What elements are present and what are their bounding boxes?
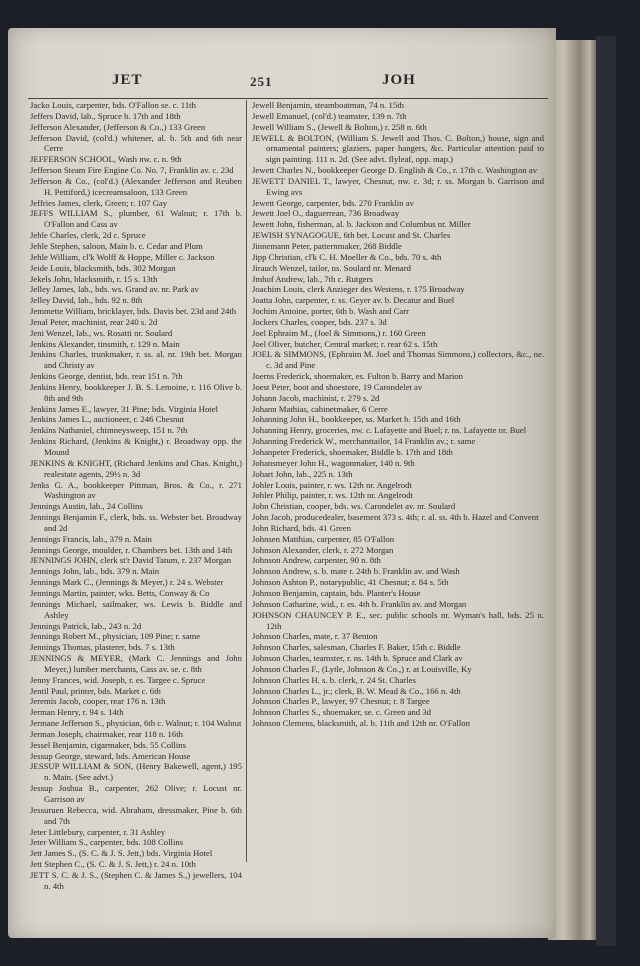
directory-entry: Jennings John, lab., bds. 379 n. Main bbox=[30, 566, 160, 577]
directory-entry: Jennings George, moulder, r. Chambers bet. 13th and 14th bbox=[30, 544, 233, 555]
directory-entry: Jennings Michael, sailmaker, ws. Lewis b. Biddle and Ashley bbox=[30, 598, 242, 620]
directory-entry: Jennings Austin, lab., 24 Collins bbox=[30, 501, 143, 512]
directory-entry: Jipp Christian, cl'k C. H. Moeller & Co., bds. 70 s. 4th bbox=[252, 251, 442, 262]
directory-entry: Johnson Charles, teamster, r. ns. 14th b. Spruce and Clark av bbox=[252, 653, 463, 664]
directory-entry: JEWISH SYNAGOGUE, 6th bet. Locust and St. Charles bbox=[252, 230, 451, 241]
directory-entry: Jenkins Nathaniel, chimneysweep, 151 n. 7th bbox=[30, 425, 188, 436]
directory-entry: JEWETT DANIEL T., lawyer, Chesnut, nw. c. 3d; r. ss. Morgan b. Garrison and Ewing avs bbox=[252, 175, 544, 197]
directory-entry: Jacko Louis, carpenter, bds. O'Fallon se. c. 11th bbox=[30, 100, 196, 110]
directory-entry: Jefferson Alexander, (Jefferson & Co.,) 133 Green bbox=[30, 121, 206, 132]
directory-entry: Johnson Andrew, carpenter, 90 n. 8th bbox=[252, 555, 381, 566]
directory-entry: Jennings Patrick, lab., 243 n. 2d bbox=[30, 620, 142, 631]
directory-entry: Jennings Mark C., (Jennings & Meyer,) r. 24 s. Webster bbox=[30, 577, 224, 588]
directory-entry: Jelley David, lab., bds. 92 n. 8th bbox=[30, 295, 143, 306]
directory-entry: Johann Jacob, machinist, r. 279 s. 2d bbox=[252, 392, 380, 403]
directory-entry: Jennings Martin, painter, wks. Betts, Conway & Co bbox=[30, 587, 210, 598]
running-head-right: JOH bbox=[382, 72, 416, 88]
directory-entry: Jessuruen Rebecca, wid. Abraham, dressmaker, Pine b. 6th and 7th bbox=[30, 804, 242, 826]
directory-entry: Jewett George, carpenter, bds. 270 Franklin av bbox=[252, 197, 414, 208]
directory-entry: Jehle Charles, clerk, 2d c. Spruce bbox=[30, 230, 146, 241]
directory-entry: Jewell Emanuel, (col'd.) teamster, 139 n. 7th bbox=[252, 110, 407, 121]
directory-entry: Jewett Joel O., daguerrean, 736 Broadway bbox=[252, 208, 400, 219]
directory-entry: Jewett Charles N., bookkeeper George D. English & Co., r. 17th c. Washington av bbox=[252, 165, 538, 176]
directory-entry: Johart John, lab., 225 n. 13th bbox=[252, 468, 353, 479]
directory-entry: Jenks G. A., bookkeeper Pittman, Bros. & Co., r. 271 Washington av bbox=[30, 479, 242, 501]
directory-entry: Jockers Charles, cooper, bds. 237 s. 3d bbox=[252, 316, 387, 327]
directory-entry: Jessup Joshua B., carpenter, 262 Olive; r. Locust nr. Garrison av bbox=[30, 783, 242, 804]
directory-entry: JEWELL & BOLTON, (William S. Jewell and Thos. C. Bolton,) house, sign and ornamental painters; glaziers, paper hangers, &c. Particular attention paid to sign painting. 111 n. 2d. (See advt. flyleaf, opp. map.) bbox=[252, 132, 544, 165]
directory-entry: Jett Stephen C., (S. C. & J. S. Jett,) r. 24 n. 10th bbox=[30, 859, 196, 870]
page-number: 251 bbox=[250, 74, 273, 89]
directory-entry: Jefferson Steam Fire Engine Co. No. 7, Franklin av. c. 23d bbox=[30, 165, 234, 176]
directory-entry: Jewell Benjamin, steamboatman, 74 n. 15th bbox=[252, 100, 405, 110]
directory-entry: Jessel Benjamin, cigarmaker, bds. 55 Collins bbox=[30, 739, 187, 750]
directory-entry: JENNINGS & MEYER, (Mark C. Jennings and John Meyer,) lumber merchants, Cass av. se. c. 8th bbox=[30, 653, 242, 674]
directory-entry: Jenal Peter, machinist, rear 240 s. 2d bbox=[30, 316, 158, 327]
directory-entry: Jewett John, fisherman, al. b. Jackson and Columbus nr. Miller bbox=[252, 219, 471, 230]
directory-entry: Joel Oliver, butcher, Central market; r. rear 62 s. 15th bbox=[252, 338, 438, 349]
directory-entry: Jennings Francis, lab., 379 n. Main bbox=[30, 533, 152, 544]
directory-entry: Joatta John, carpenter, r. ss. Geyer av. b. Decatur and Buel bbox=[252, 295, 455, 306]
book-cover bbox=[596, 36, 616, 946]
directory-entry: Johanpeter Frederick, shoemaker, Biddle b. 17th and 18th bbox=[252, 447, 453, 457]
directory-entry: Johnson Charles, mate, r. 37 Benton bbox=[252, 631, 378, 642]
directory-entry: Jerman Henry, r. 94 s. 14th bbox=[30, 707, 124, 718]
directory-entry: JENNINGS JOHN, clerk st'r David Tatum, r. 237 Morgan bbox=[30, 555, 232, 566]
directory-entry: Jewell William S., (Jewell & Bolton,) r. 258 n. 6th bbox=[252, 121, 427, 132]
directory-entry: Jelley James, lab., bds. ws. Grand av. nr. Park av bbox=[30, 284, 199, 295]
directory-entry: Jenkins Richard, (Jenkins & Knight,) r. Broadway opp. the Mound bbox=[30, 436, 242, 457]
directory-entry: Jekels John, blacksmith, r. 15 s. 13th bbox=[30, 273, 158, 284]
directory-entry: Johnson Ashton P., notarypublic, 41 Chesnut; r. 84 s. 5th bbox=[252, 577, 449, 588]
directory-entry: Jinnemann Peter, patternmaker, 268 Biddle bbox=[252, 240, 402, 251]
directory-entry: Johnson Alexander, clerk, r. 272 Morgan bbox=[252, 544, 394, 555]
directory-entry: Jehle William, cl'k Wolff & Hoppe, Miller c. Jackson bbox=[30, 251, 215, 262]
directory-entry: Jochim Antoine, porter, 6th b. Wash and Carr bbox=[252, 306, 410, 317]
directory-entry: JENKINS & KNIGHT, (Richard Jenkins and Chas. Knight,) realestate agents, 29½ n. 3d bbox=[30, 457, 242, 479]
directory-entry: Jehle Stephen, saloon, Main b. c. Cedar and Plum bbox=[30, 240, 203, 251]
directory-entry: Johnson Catharine, wid., r. es. 4th b. Franklin av. and Morgan bbox=[252, 598, 467, 609]
directory-entry: John Jacob, producedealer, basement 373 s. 4th; r. al. ss. 4th b. Hazel and Convent bbox=[252, 512, 539, 523]
directory-entry: John Christian, cooper, bds. ws. Carondelet av. nr. Soulard bbox=[252, 501, 456, 512]
directory-entry: Jentil Paul, printer, bds. Market c. 6th bbox=[30, 685, 161, 696]
directory-entry: Jermane Jefferson S., physician, 6th c. Walnut; r. 104 Walnut bbox=[30, 718, 242, 729]
directory-entry: Jenkins Henry, bookkeeper J. B. S. Lemoine, r. 116 Olive b. 8th and 9th bbox=[30, 381, 242, 403]
directory-entry: Jett James S., (S. C. & J. S. Jett,) bds. Virginia Hotel bbox=[30, 848, 213, 859]
directory-entry: Jennings Thomas, plasterer, bds. 7 s. 13th bbox=[30, 642, 175, 653]
running-head-left: JET bbox=[112, 72, 143, 88]
directory-entry: Johanning John H., bookkeeper, ss. Market b. 15th and 16th bbox=[252, 414, 461, 425]
directory-entry: JOEL & SIMMONS, (Ephraim M. Joel and Thomas Simmons,) collectors, &c., ne. c. 3d and Pine bbox=[252, 349, 544, 371]
directory-entry: Jenkins James L., auctioneer, r. 246 Chesnut bbox=[30, 414, 185, 425]
directory-entry: Joachim Louis, clerk Anzieger des Westens, r. 175 Broadway bbox=[252, 284, 465, 295]
header-rule bbox=[28, 98, 548, 99]
directory-entry: Jeter Littlebury, carpenter, r. 31 Ashley bbox=[30, 826, 166, 837]
directory-entry: Jennings Benjamin F., clerk, bds. ss. Webster bet. Broadway and 2d bbox=[30, 512, 242, 533]
directory-entry: Jeide Louis, blacksmith, bds. 302 Morgan bbox=[30, 262, 176, 273]
directory-entry: JOHNSON CHAUNCEY P. E., sec. public schools nr. Wyman's hall, bds. 25 n. 12th bbox=[252, 609, 544, 631]
directory-entry: Johler Louis, painter, r. ws. 12th nr. Angelrodt bbox=[252, 479, 412, 490]
directory-entry: Jefferson & Co., (col'd.) (Alexander Jefferson and Reuben H. Pettiford,) icecreamsaloon, 133 Green bbox=[30, 175, 242, 197]
directory-entry: Johanning Frederick W., merchanttailor, 14 Franklin av.; r. same bbox=[252, 436, 476, 447]
directory-entry: Jennings Robert M., physician, 109 Pine; r. same bbox=[30, 631, 201, 642]
directory-entry: Johann Mathias, cabinetmaker, 6 Cerre bbox=[252, 403, 388, 414]
directory-entry: JETT S. C. & J. S., (Stephen C. & James S.,) jewellers, 104 n. 4th bbox=[30, 869, 242, 891]
directory-entry: Johnson Benjamin, captain, bds. Planter's House bbox=[252, 587, 421, 598]
directory-entry: Johnson Charles S., shoemaker, se. c. Green and 3d bbox=[252, 707, 431, 718]
directory-entry: Jenkins James E., lawyer, 31 Pine; bds. Virginia Hotel bbox=[30, 403, 218, 414]
directory-entry: Johler Philip, painter, r. ws. 12th nr. Angelrodt bbox=[252, 490, 413, 501]
directory-entry: Jefferson David, (col'd.) whitener, al. b. 5th and 6th near Cerre bbox=[30, 132, 242, 154]
directory-entry: JESSUP WILLIAM & SON, (Henry Bakewell, agent,) 195 n. Main. (See advt.) bbox=[30, 761, 242, 783]
directory-entry: Jeffries James, clerk, Green; r. 107 Gay bbox=[30, 197, 168, 208]
directory-entry: Joest Peter, boot and shoestore, 19 Carondelet av bbox=[252, 381, 423, 392]
directory-entry: Johnson Andrew, s. b. mate r. 24th b. Franklin av. and Wash bbox=[252, 566, 460, 577]
directory-entry: Jeter William S., carpenter, bds. 108 Collins bbox=[30, 837, 184, 848]
directory-entry: Jenkins Alexander, tinsmith, r. 129 n. Main bbox=[30, 338, 180, 349]
directory-entry: Jemmette William, bricklayer, bds. Davis bet. 23d and 24th bbox=[30, 306, 237, 317]
directory-entry: JEFFERSON SCHOOL, Wash nw. c. n. 9th bbox=[30, 154, 182, 165]
directory-entry: Jenkins George, dentist, bds. rear 151 n. 7th bbox=[30, 371, 183, 382]
directory-entry: Jeni Wenzel, lab., ws. Rosatti nr. Soulard bbox=[30, 327, 173, 338]
directory-entry: Jeremis Jacob, cooper, rear 176 n. 13th bbox=[30, 696, 166, 707]
directory-entry: Johnson Clemens, blacksmith, al. b. 11th and 12th nr. O'Fallon bbox=[252, 718, 470, 729]
directory-entry: Johnsen Matthias, carpenter, 85 O'Fallon bbox=[252, 533, 395, 544]
directory-entry: Johanning Henry, groceries, nw. c. Lafayette and Buel; r. ns. Lafayette nr. Buel bbox=[252, 425, 527, 436]
column-divider bbox=[246, 100, 247, 862]
directory-entry: JEFFS WILLIAM S., plumber, 61 Walnut; r. 17th b. O'Fallon and Cass av bbox=[30, 208, 242, 230]
left-column bbox=[30, 100, 242, 892]
directory-entry: Jenkins Charles, trunkmaker, r. ss. al. nr. 19th bet. Morgan and Christy av bbox=[30, 349, 242, 371]
directory-entry: Johansmeyer John H., wagonmaker, 140 n. 9th bbox=[252, 457, 415, 468]
directory-entry: Jessup George, steward, bds. American House bbox=[30, 750, 191, 761]
directory-entry: Jeffers David, lab., Spruce b. 17th and 18th bbox=[30, 110, 181, 121]
directory-entry: Jerman Joseph, chairmaker, rear 118 n. 16th bbox=[30, 728, 183, 739]
directory-entry: Jirauch Wenzel, tailor, ns. Soulard nr. Menard bbox=[252, 262, 411, 273]
directory-entry: Joerns Frederick, shoemaker, es. Fulton b. Barry and Marion bbox=[252, 371, 463, 382]
right-column bbox=[252, 100, 544, 729]
directory-entry: Johnson Charles H. s. b. clerk, r. 24 St. Charles bbox=[252, 674, 416, 685]
directory-entry: John Richard, bds. 41 Green bbox=[252, 522, 351, 533]
directory-entry: Johnson Charles, salesman, Charles F. Baker, 15th c. Biddle bbox=[252, 642, 461, 653]
directory-entry: Jenny Frances, wid. Joseph, r. es. Targee c. Spruce bbox=[30, 674, 206, 685]
directory-entry: Johnson Charles L., jr.; clerk, B. W. Mead & Co., 166 n. 4th bbox=[252, 685, 461, 696]
directory-entry: Joel Ephraim M., (Joel & Simmons,) r. 160 Green bbox=[252, 327, 426, 338]
directory-entry: Johnson Charles P., lawyer, 97 Chesnut; r. 8 Targee bbox=[252, 696, 430, 707]
directory-entry: Jmhof Andrew, lab., 7th c. Rutgers bbox=[252, 273, 373, 284]
directory-entry: Johnson Charles F., (Lytle, Johnson & Co.,) r. at Louisville, Ky bbox=[252, 663, 472, 674]
